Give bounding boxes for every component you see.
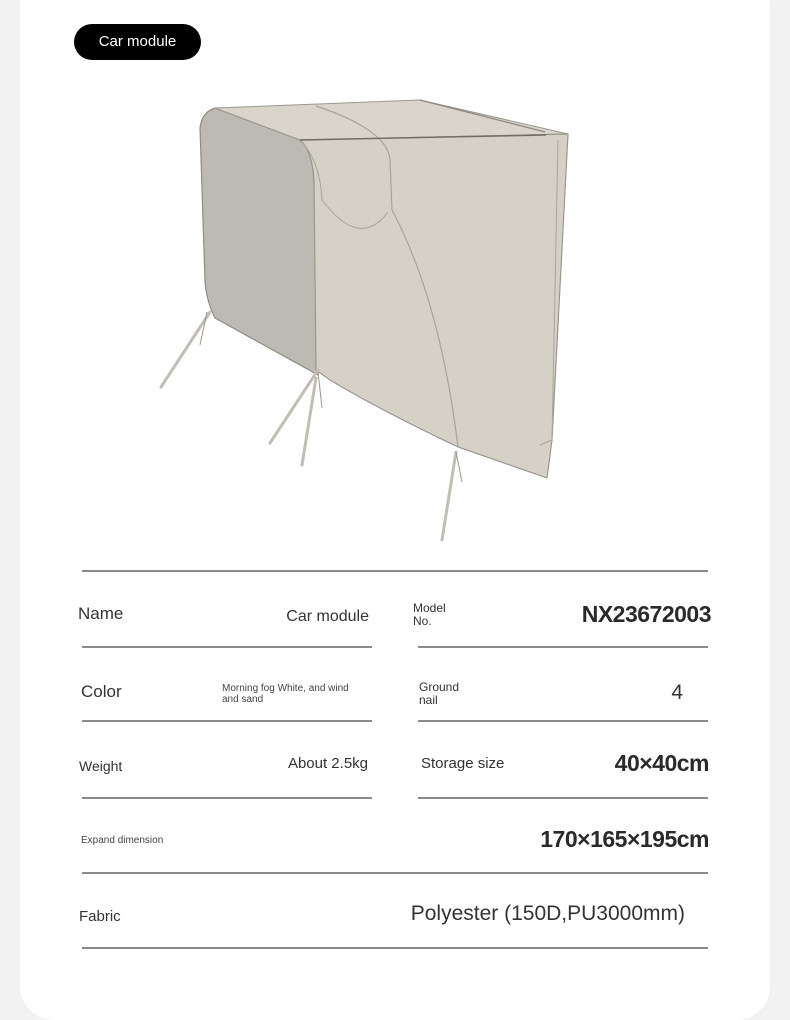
divider [418, 646, 708, 648]
divider [82, 872, 708, 874]
storage-value: 40×40cm [614, 750, 709, 776]
ground-nail-value: 4 [671, 681, 683, 704]
fabric-label: Fabric [79, 908, 121, 925]
name-value: Car module [286, 608, 369, 625]
model-label: Model No. [413, 601, 446, 628]
name-label: Name [78, 604, 124, 623]
model-value: NX23672003 [581, 601, 711, 627]
ground-nail-label: Ground nail [419, 680, 460, 707]
divider [82, 797, 372, 799]
divider [82, 646, 372, 648]
divider [418, 720, 708, 722]
tent-front-panel [300, 134, 568, 478]
storage-label: Storage size [421, 755, 505, 772]
color-value: Morning fog White, and wind and sand [222, 683, 349, 705]
tent-side-panel [200, 108, 318, 375]
expand-value: 170×165×195cm [540, 826, 709, 852]
divider [418, 797, 708, 799]
weight-label: Weight [79, 758, 123, 774]
divider [82, 570, 708, 572]
divider [82, 947, 708, 949]
product-image [150, 92, 580, 552]
fabric-value: Polyester (150D,PU3000mm) [410, 902, 685, 925]
divider [82, 720, 372, 722]
color-label: Color [81, 682, 122, 701]
category-badge: Car module [74, 24, 201, 60]
expand-label: Expand dimension [81, 835, 164, 846]
weight-value: About 2.5kg [287, 755, 368, 772]
